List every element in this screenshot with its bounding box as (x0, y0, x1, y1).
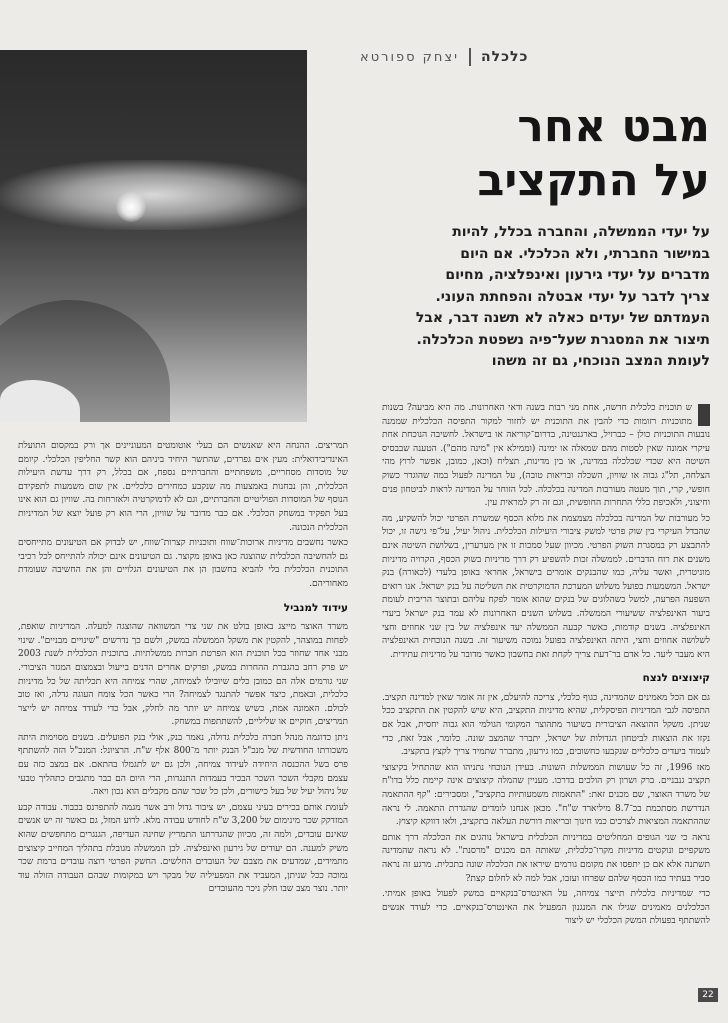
lead-line: מדברים על יעדי גירעון ואינפלציה, מחיום (445, 267, 710, 283)
section-name: כלכלה (481, 49, 529, 65)
body-paragraph: ניתן כדוגמה מנהל חברה כלכלית גדולה, נאמר בנק, אולי בנק הפועלים. בשנים מסוימות היתה משכורתו החודשית של מנכ"ל הבנק יותר מ־800 אלף ש"ח. הרציונל: המנכ"ל הזה להשתתף פרס בשל ההכנסה היחידה לעידוד צמיחה, ולכן גם יש לתגמלו בהתאם. אם במצב כזה עם עצמם מקבלי השכר השכר הבכיר בעמדות התנגדות, הרי היום הם כבר מתגבים כתהליך טבעי של ניהול יעיל של בעל כישורים, ולכן כל שכר שהם מקבלים הוא נכון ויאה. (18, 732, 348, 798)
title-line-1: מבט אחר (517, 101, 710, 152)
body-paragraph: כל מעורבות של המדינה בכלכלה מצמצמת את מלוא הכסף שמשרת הפרטי יכול להשקיע, מה שהבדל העיקרי בין שוק פרטי למשק ציבורי היעילות הכלכלית. ניהול יעיל, על־פי גישה זו, יכול להתבצע רק במסגרת השוק הפרטי. מכיוון שעל סמכות זו אין מערערין, בשלושת השיטה אינם משנים את רוח הדברים. לממשלה זכות להשפיע רק דרך מדיניות בשוק הכסף, הקרויה מדיניות מוניטרית, ואשר עליה, כמו שהבנקים אומרים בישראל, אחראי באופן בלעדי (לכאורה) בנק ישראל. המשמעות בפועל משלוש המערכת הדמוקרטית את השליטה על בנק ישראל. אנו רואים השפעה הפרעה, למשל כשהלוגים של בנקים שהוא אומר לפקח עליהם ובתוצר הריבית לעומת ביעור האינפלציה ששיעורי הממשלה. בשלוש השנים האחרונות לא עמד בנק ישראל ביעדי האינפלציה. בשנים קודמות, כאשר קבעה הממשלה יעד אינפלציה של בין שני אחוזים וחצי לשלושה אחוזים וחצי, היתה האינפלציה בפועל נמוכה משיעור זה. בשנה הנוכחית האינפלציה היא מעבר ליעד. כל אדם בר־דעת צריך לקחת זאת בחשבון כאשר מדובר על מדיניות עתידית. (382, 513, 710, 660)
body-paragraph: נראה כי שני הגופים המחליטים במדיניות הכלכלית בישראל נוהגים את הכלכלה דרך אותם משקפיים ונוקטים מדיניות מקרו־כלכלית, שאותה הם מכנים "מרסנת". לא נראה שהמדינה תשתנה אלא אם כן יתפסו את מקומם גורמים שיראו את הכלכלה שונה בתכלית. מרגע זה נראה סביר בעתיד כמו הכסף שלהם שפרחו ועזבו, אבל למה לא לחלום קצת? (382, 832, 710, 884)
header-divider (469, 48, 471, 66)
subheading-cuts: קיצוצים לנצח (642, 672, 710, 685)
body-paragraph: משרד האוצר מייצג באופן בולט את שני צדי המשוואה שהוצגה למעלה. המדיניות שואפת, לפחות במוצהר, להקטין את משקל הממשלה במשק, ולשם כך נדרשים "שינויים מבניים". שינוי מבני אחד שחוזר בכל תוכנית הוא הפרטת חברות ממשלתיות. בתוכנית הכלכלית לשנת 2003 יש פרק רחב בהגברת ההחרות במשק, ופרקים אחרים הדנים בייעול ובצמצום המגזר הציבורי. שני גורמים אלה הם כמובן כלים שיובילו לצמיחה, שהרי צמיחה היא תכליתה של כל מדיניות כלכלית, ובאמת, כיצד אפשר להתנגד לצמיחה? הרי כאשר הכל צומח העוגה גדלה, ואז טוב לכולם. האמונה אמת, כשיש צמיחה יש יותר מה לחלק, אבל כדי לעודד צמיחה יש לייצר תמריצים, חוקיים או שליליים, להשתתפות במשחק. (18, 622, 348, 728)
photo-light-glare (0, 160, 307, 230)
page-number: 22 (698, 988, 718, 1002)
lead-line: במישור החברתי, ולא הכלכלי. אם היום (460, 245, 710, 262)
article-photo (0, 50, 307, 422)
section-header (360, 46, 710, 68)
body-paragraph: מאז 1996, זה כל שעושות הממשלות השונות. בעידן הנוכחי נתניהו הוא שהתחיל בקיצוצי תקציב גנבניים. ברק ושרון רק הולכים בדרכו. מעניין שהמלה קיצוצים אינה קיימת כלל בדו"ח של משרד האוצר, שם מכנים זאת: "התאמות משמעותיות בתקציב", ומסבירים: "קף ההתאמה הנדרשת מסתכמת בכ־8.7 מיליארד ש"ח". מכאן אנחנו לומדים שהגדרת התאמה. לי נראה שההתאמה המציאות לצרכים כמו חינוך ובריאות דורשת העלאה בתקציב, ולאו דווקא קיצוץ. (382, 762, 710, 828)
lead-line: תיצור את המסגרת שעל־פיה נשפטת הכלכלה. (416, 331, 710, 348)
photo-light-orb (116, 192, 146, 222)
drop-cap-block (698, 404, 710, 426)
article-title (380, 100, 710, 208)
body-paragraph: כדי שמדיניות כלכלית תייצר צמיחה, על האינטרס־בנקאיים במשק לפעול באופן אמיתי. הכלכלנים מאמינים שגילו את המנגנון המפעיל את האינטרס־בנקאיים. כדי לעודד אנשים להשתתף בפעולת המשק הכלכלי יש ליצור (382, 889, 710, 927)
body-paragraph: לעומת אותם בכירים בעיני עצמם, יש ציבור גדול ורב אשר מגמה להתפרנס בכבוד. עבודה קבע המזדקק שכר מינימום של 3,200 ש"ח לחודש עבודה מלא. לרוע המזל, גם כאשר זה יש אנשים שאינם עובדים, ולמה זה, מכיוון שהגדרתנו התמריץ שחינה העדיפה, הגנגרים מתחפשים שהוא משיק למענה. הם יעודים של גירעון ואינפלציה. לכן הממשלה מגובלת בתהליך המחייב קיצוצים מתמידים, שמדעים את מצבם של העובדים החלשים. החשק הפרטי רוצה עובדים ברמת שכר נמוכה ככל שניתן, המעביד את המפעיליה של מבקר ויש במקומות שבהם העבודה הזולה עוד יותר. נוצר מצב שבו חלק ניכר מהעובדים (18, 802, 348, 895)
lead-paragraph (330, 222, 710, 373)
body-column-right (382, 402, 710, 1002)
lead-line: לעומת המצב הנוכחי, גם זה משהו (491, 353, 710, 369)
subheading-growth: עידוד למנביל (283, 601, 348, 614)
body-paragraph: ש תוכנית כלכלית חדשה, אחת מני רבות בשנה ודאי האחרונות. מה היא מביעה? בשנות מתוכניות רזומות כדי להבין את התוכנית יש לחזור למקור התפיסה הכלכלית שממנה נובעות התוכניות כולן – כברזיל, בארגנטינה, בדרום־קוריאה או בישראל. לחשיבה הנוכחת אחת עיקרי אמונה שאין לסטות מהם שמאלה או ימינה (וממילא אין "מינה מהם"). הטענה שבבסיס השיטה היא שכדי שכלכלה במדינה, או בין מדינות, תצליח (וכאן, כמובן, אפשר לרוץ מהי הצלחה, תל"ג גבוה או שוויון, השכלה ובריאות טובה), על המדינה לפעול במה שהוגדר כשוק חופשי, קרי, תוך מעטה מעורבות המדינה בכלכלה. לכל הזוחר על המדינה לראות לביטחון פנים וחיצוני, ולאכיפת כללי התחרות החופשית, וגם זה רק למראית עין. (382, 403, 710, 509)
author-name: יצחק ספורטא (360, 49, 460, 65)
lead-line: צריך לדבר על יעדי אבטלה והפחתת העוני. (435, 288, 710, 305)
title-line-2: על התקציב (477, 155, 710, 206)
body-paragraph: גם אם הכל מאמינים שהמדינה, כגוף כלכלי, צריכה להיעלם, אין זה אומר שאין למדינה תקציב. התפיסה לגבי המדיניות הפיסקלית, שהיא מדיניות התקציב, היא שיש להקטין את התקציב ככל שניתן. משקל ההוצאה הציבורית בשיעור מתהוצר המקומי הגולמי הוא גבוה יחסית, אבל אם נקזו את הוצאות לביטחון הגדולות של ישראל, יתברר שהמצב שונה. כלומר, אבל זאת, כדי לעמוד ביעדים כלכליים שנקבעו כחשובים, כמו גירעון, מתברר שתמיד צריך לקצץ בתקציב. (382, 692, 710, 758)
body-paragraph: תמריצים. ההנחה היא שאנשים הם בעלי אוטומטים המעוניינים אך ורק במקסום התועלת האינדיבידואלית: מעין אים גפרדים, שהתשר היחיד ביניהם הוא קשר החליפין הכלכלי. קיומם של מוסדות מסחריים, משפחתיים והחברתיים נספח, אם בכלל, רק דרך עדשת היעילות הכלכלית, והן נבחנות באמצעות מה שנקבע כמחירים כלכליים. אין שום משמעות לתפקידם הנוסף של המוסדות הפוליטיים והחברתיים, וגם לא לדמוקרטיה ולאזרחות בה. שוויון גם הוא אינו בעל תפקיד במשחק הכלכלי. אם כבר מדובר על שוויון, הרי הוא רק פועל יוצא של המדיניות הכלכלית הנכונה. (18, 441, 348, 533)
body-paragraph: כאשר נחשבים מדיניות ארוכות־שווח ותוכניות קצרות־שווח, יש לבדוק אם הטיעונים מתייחסים גם להחשיבה הכלכלית שהוצגה כאן באופן מקוצר. גם הטיעונים אינם יכולה להתייחס לכל רכיבי התוכנית הכלכלית בלי להביא בחשבון הן את הטיעונים הגלויים והן את החשיבה שעומדת מאחוריהם. (18, 538, 348, 589)
lead-line: העמדתם של יעדים כאלה לא תשנה דבר, אבל (415, 310, 710, 326)
lead-line: על יעדי הממשלה, והחברה בכלל, להיות (452, 224, 710, 240)
body-column-left (18, 440, 348, 1020)
